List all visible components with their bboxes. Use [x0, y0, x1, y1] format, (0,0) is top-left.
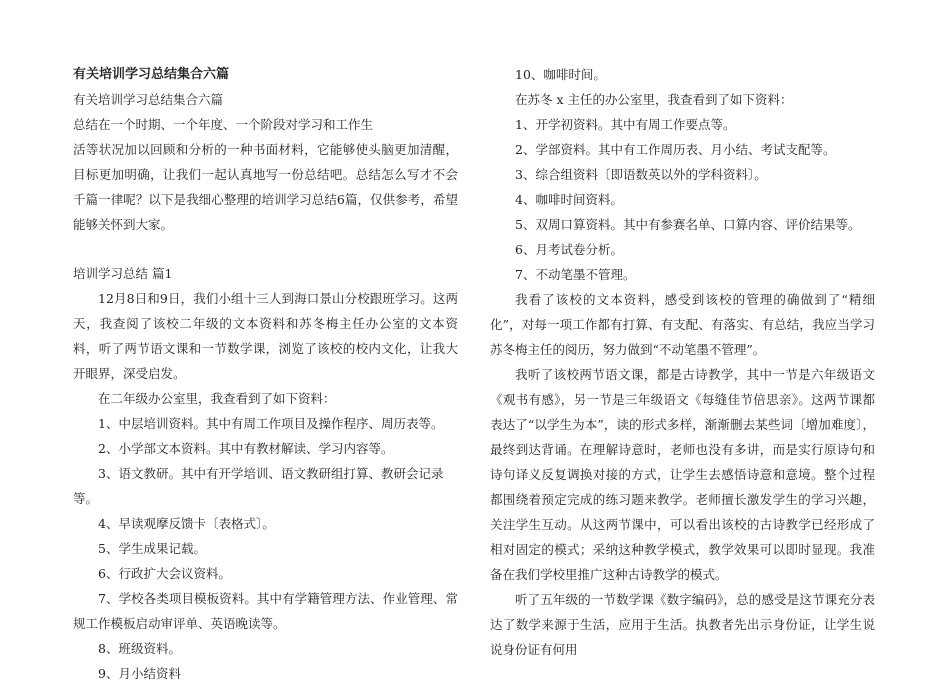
- section-heading: 培训学习总结 篇1: [73, 266, 173, 281]
- right-paragraph-2: 我听了该校两节语文课，都是古诗教学，其中一节是六年级语文《观书有感》，另一节是三年级语文《每缝佳节倍思亲》。这两节课都表达了“以学生为本”，读的形式多样，渐渐删去某些词〔增加难度〕，最终到达背诵。在理解诗意时，老师也没有多讲，而是实行原诗句和诗句译义反复调换对接的方式，让学生去感悟诗意和意境。整个过程都围绕着预定完成的练习题来教学。老师擅长激发学生的学习兴趣，关注学生互动。从这两节课中，可以看出该校的古诗教学已经形成了相对固定的模式；采纳这种教学模式，教学效果可以即时显现。我准备在我们学校里推广这种古诗教学的模式。: [490, 367, 875, 582]
- list-item: 5、双周口算资料。其中有参赛名单、口算内容、评价结果等。: [515, 217, 861, 232]
- document-title: 有关培训学习总结集合六篇: [73, 67, 230, 82]
- list-item: 1、开学初资料。其中有周工作要点等。: [515, 117, 736, 132]
- list-item: 7、学校各类项目模板资料。其中有学籍管理方法、作业管理、常规工作模板启动审评单、英语晚读等。: [73, 591, 458, 631]
- list-item: 3、语文教研。其中有开学培训、语文教研组打算、教研会记录等。: [73, 466, 444, 506]
- right-column: [490, 62, 875, 662]
- list-item: 1、中层培训资料。其中有周工作项目及操作程序、周历表等。: [98, 416, 444, 431]
- intro-first-line: 总结在一个时期、一个年度、一个阶段对学习和工作生: [73, 117, 374, 132]
- left-column: [73, 62, 458, 686]
- list-item: 8、班级资料。: [98, 641, 181, 656]
- list-item: 6、月考试卷分析。: [515, 242, 623, 257]
- document-subtitle: 有关培训学习总结集合六篇: [73, 92, 224, 107]
- right-paragraph-3: 听了五年级的一节数学课《数字编码》，总的感受是这节课充分表达了数学来源于生活，应用于生活。执教者先出示身份证，让学生说说身份证有何用: [490, 592, 875, 657]
- list-item: 在苏冬 x 主任的办公室里，我查看到了如下资料：: [515, 92, 793, 107]
- list-item: 4、早读观摩反馈卡〔表格式〕。: [98, 516, 275, 531]
- list-item: 10、咖啡时间。: [515, 67, 606, 82]
- left-paragraph-2: 在二年级办公室里，我查看到了如下资料：: [98, 391, 336, 406]
- right-paragraph-1: 我看了该校的文本资料，感受到该校的管理的确做到了“精细化”，对每一项工作都有打算、有支配、有落实、有总结，我应当学习苏冬梅主任的阅历，努力做到“不动笔墨不管理”。: [490, 292, 875, 357]
- section-gap: [73, 237, 458, 261]
- list-item: 2、小学部文本资料。其中有教材解读、学习内容等。: [98, 441, 394, 456]
- list-item: 4、咖啡时间资料。: [515, 192, 623, 207]
- list-item: 2、学部资料。其中有工作周历表、月小结、考试支配等。: [515, 142, 836, 157]
- list-item: 6、行政扩大会议资料。: [98, 566, 231, 581]
- list-item: 9、月小结资料: [98, 666, 181, 681]
- list-item: 7、不动笔墨不管理。: [515, 267, 636, 282]
- list-item: 5、学生成果记载。: [98, 541, 206, 556]
- list-item: 3、综合组资料〔即语数英以外的学科资料〕。: [515, 167, 767, 182]
- intro-paragraph: 活等状况加以回顾和分析的一种书面材料，它能够使头脑更加清醒，目标更加明确，让我们一起认真地写一份总结吧。总结怎么写才不会千篇一律呢？以下是我细心整理的培训学习总结6篇，仅供参考，希望能够关怀到大家。: [73, 142, 458, 232]
- left-paragraph-1: 12月8日和9日，我们小组十三人到海口景山分校跟班学习。这两天，我查阅了该校二年级的文本资料和苏冬梅主任办公室的文本资料，听了两节语文课和一节数学课，浏览了该校的校内文化，让我大开眼界，深受启发。: [73, 291, 458, 381]
